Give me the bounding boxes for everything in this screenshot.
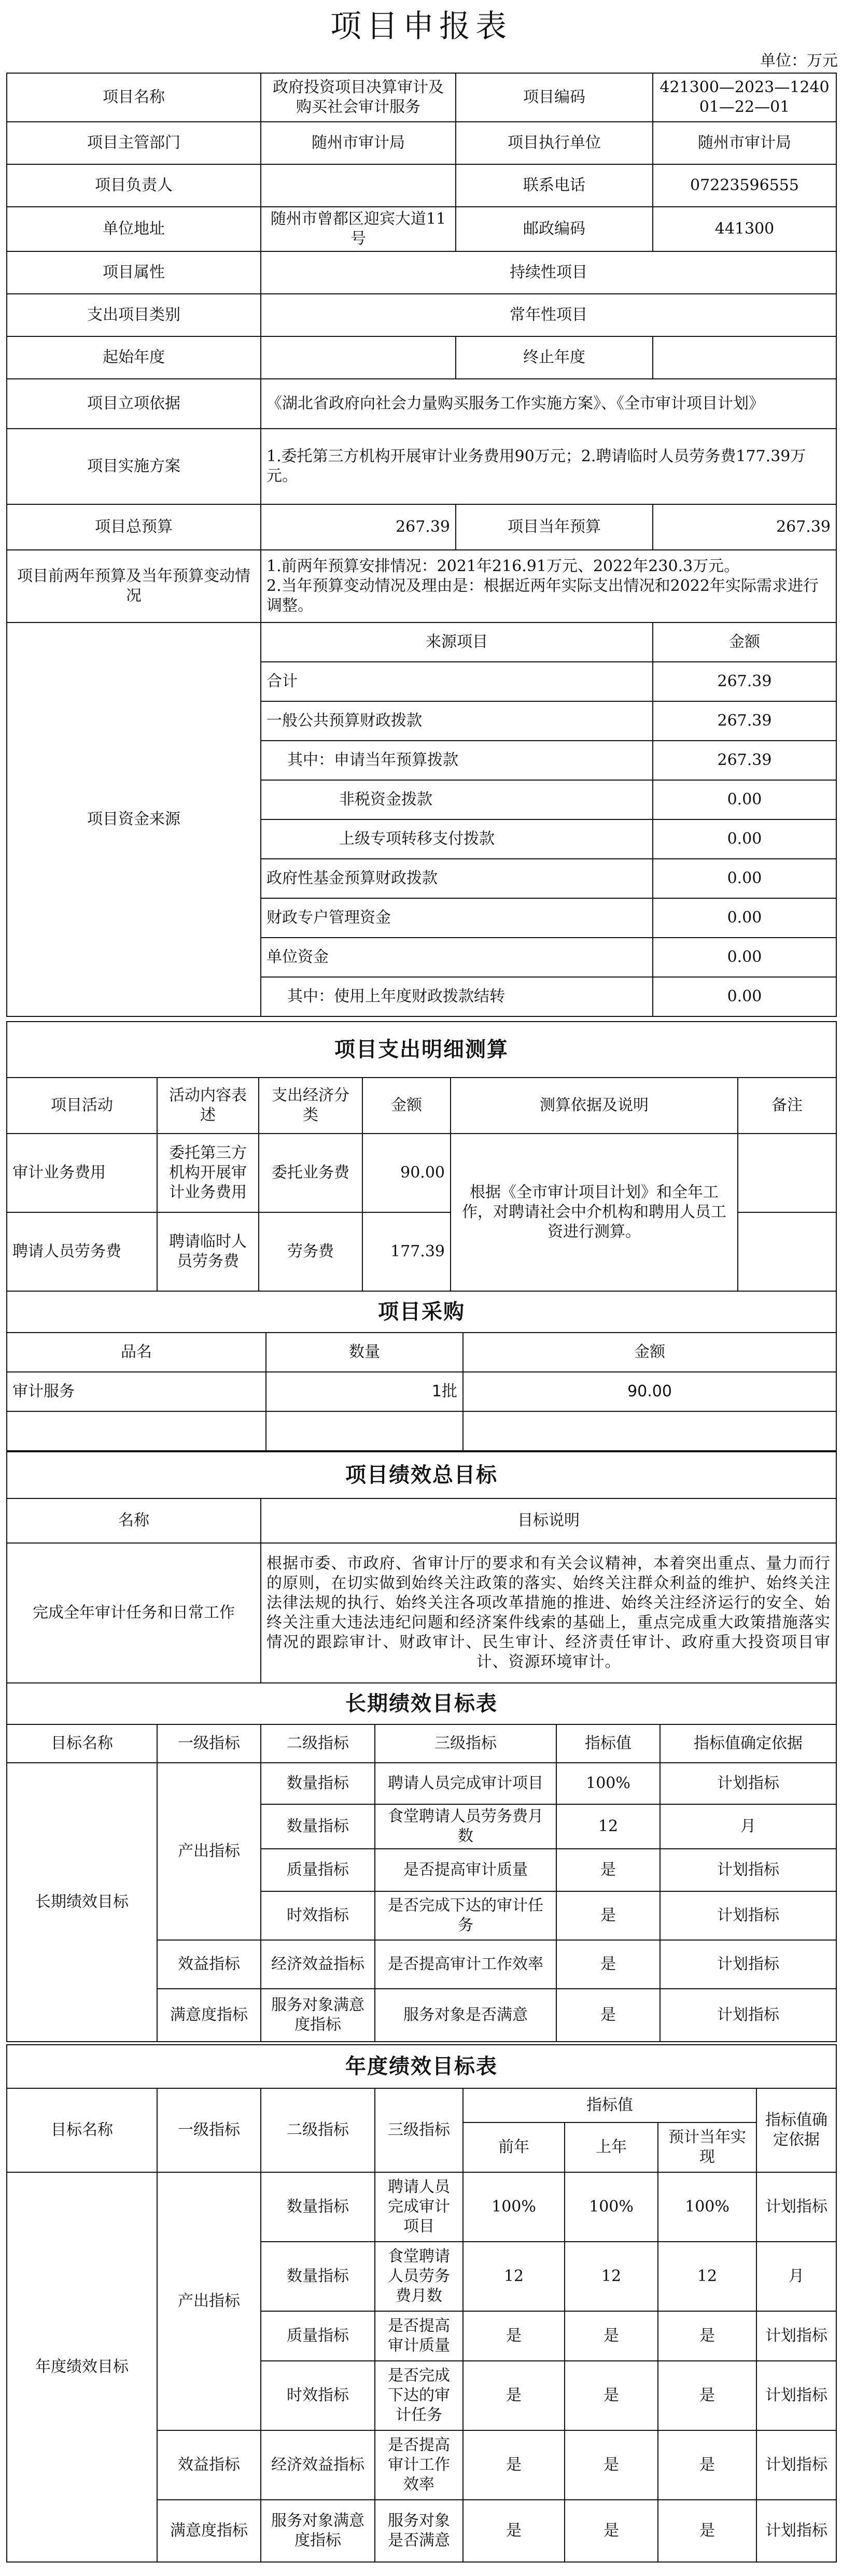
funding-amount: 0.00 bbox=[653, 938, 836, 977]
row-category bbox=[7, 294, 836, 336]
procurement-col-amount: 金额 bbox=[463, 1333, 836, 1372]
current-budget-label: 项目当年预算 bbox=[456, 504, 653, 550]
procurement-empty-cell bbox=[463, 1411, 836, 1451]
procurement-table bbox=[6, 1291, 837, 1451]
row-plan bbox=[7, 429, 836, 504]
project-code-label: 项目编码 bbox=[456, 73, 653, 122]
expense-basis: 根据《全市审计项目计划》和全年工作，对聘请社会中介机构和聘用人员工资进行测算。 bbox=[451, 1134, 738, 1291]
expense-table bbox=[6, 1021, 837, 1292]
phone-label: 联系电话 bbox=[456, 164, 653, 207]
long-term-table bbox=[6, 1682, 837, 2042]
attr-value: 持续性项目 bbox=[261, 251, 836, 294]
long-term-basis: 计划指标 bbox=[660, 1763, 836, 1804]
funding-source: 政府性基金预算财政拨款 bbox=[261, 859, 653, 898]
expense-class: 劳务费 bbox=[259, 1212, 362, 1291]
phone-value: 07223596555 bbox=[653, 164, 836, 207]
procurement-name: 审计服务 bbox=[7, 1372, 266, 1411]
annual-prev1: 12 bbox=[565, 2242, 658, 2311]
annual-col-basis: 指标值确定依据 bbox=[756, 2088, 836, 2172]
long-term-goal: 长期绩效目标 bbox=[7, 1763, 157, 2042]
funding-amount: 267.39 bbox=[653, 741, 836, 780]
long-term-l3: 食堂聘请人员劳务费月数 bbox=[375, 1804, 556, 1849]
long-term-col-l1: 一级指标 bbox=[157, 1724, 261, 1763]
perf-total-name: 完成全年审计任务和日常工作 bbox=[7, 1543, 261, 1683]
funding-label: 项目资金来源 bbox=[7, 622, 261, 1016]
zip-label: 邮政编码 bbox=[456, 207, 653, 251]
procurement-row bbox=[7, 1372, 836, 1411]
annual-basis: 计划指标 bbox=[756, 2172, 836, 2242]
category-value: 常年性项目 bbox=[261, 294, 836, 336]
annual-l1-output: 产出指标 bbox=[157, 2172, 261, 2430]
funding-amount: 0.00 bbox=[653, 898, 836, 938]
procurement-qty: 1批 bbox=[266, 1372, 463, 1411]
change-label: 项目前两年预算及当年预算变动情况 bbox=[7, 550, 261, 622]
start-label: 起始年度 bbox=[7, 336, 261, 379]
long-term-value: 100% bbox=[556, 1763, 660, 1804]
change-line-2: 2.当年预算变动情况及理由是：根据近两年实际支出情况和2022年实际需求进行调整。 bbox=[266, 577, 819, 615]
funding-amount: 267.39 bbox=[653, 662, 836, 701]
total-budget-value: 267.39 bbox=[261, 504, 456, 550]
annual-l3: 食堂聘请人员劳务费月数 bbox=[375, 2242, 463, 2311]
annual-col-value: 指标值 bbox=[463, 2088, 756, 2122]
annual-basis: 计划指标 bbox=[756, 2361, 836, 2430]
funding-source: 合计 bbox=[261, 662, 653, 701]
annual-current: 是 bbox=[658, 2311, 756, 2361]
expense-col-amount: 金额 bbox=[362, 1078, 451, 1134]
row-address bbox=[7, 207, 836, 251]
annual-l1-satisfaction: 满意度指标 bbox=[157, 2500, 261, 2562]
info-table bbox=[6, 73, 837, 1017]
funding-source: 财政专户管理资金 bbox=[261, 898, 653, 938]
long-term-basis: 计划指标 bbox=[660, 1989, 836, 2042]
perf-total-table bbox=[6, 1451, 837, 1683]
funding-amount: 0.00 bbox=[653, 859, 836, 898]
dept-value: 随州市审计局 bbox=[261, 122, 456, 164]
funding-amount: 0.00 bbox=[653, 977, 836, 1016]
exec-label: 项目执行单位 bbox=[456, 122, 653, 164]
annual-col-l3: 三级指标 bbox=[375, 2088, 463, 2172]
funding-source: 非税资金拨款 bbox=[261, 780, 653, 819]
funding-source: 一般公共预算财政拨款 bbox=[261, 701, 653, 741]
long-term-value: 是 bbox=[556, 1849, 660, 1891]
long-term-l2: 质量指标 bbox=[261, 1849, 375, 1891]
long-term-l1-benefit: 效益指标 bbox=[157, 1940, 261, 1989]
funding-source: 其中：使用上年度财政拨款结转 bbox=[261, 977, 653, 1016]
annual-current: 是 bbox=[658, 2361, 756, 2430]
row-budget bbox=[7, 504, 836, 550]
annual-l3: 是否提高审计质量 bbox=[375, 2311, 463, 2361]
end-value bbox=[653, 336, 836, 379]
row-years bbox=[7, 336, 836, 379]
annual-l2: 数量指标 bbox=[261, 2242, 375, 2311]
exec-value: 随州市审计局 bbox=[653, 122, 836, 164]
long-term-l3: 是否提高审计质量 bbox=[375, 1849, 556, 1891]
funding-source: 上级专项转移支付拨款 bbox=[261, 819, 653, 859]
row-project-name bbox=[7, 73, 836, 122]
expense-row bbox=[7, 1134, 836, 1212]
annual-l3: 服务对象是否满意 bbox=[375, 2500, 463, 2562]
expense-remark bbox=[738, 1212, 836, 1291]
expense-remark bbox=[738, 1134, 836, 1212]
long-term-title-row bbox=[7, 1683, 836, 1724]
long-term-l2: 数量指标 bbox=[261, 1804, 375, 1849]
funding-amount: 0.00 bbox=[653, 819, 836, 859]
procurement-empty-cell bbox=[266, 1411, 463, 1451]
annual-prev2: 是 bbox=[463, 2311, 565, 2361]
row-attribute bbox=[7, 251, 836, 294]
funding-source: 单位资金 bbox=[261, 938, 653, 977]
annual-header-row bbox=[7, 2088, 836, 2122]
plan-value: 1.委托第三方机构开展审计业务费用90万元；2.聘请临时人员劳务费177.39万元。 bbox=[261, 429, 836, 504]
row-basis bbox=[7, 379, 836, 429]
annual-basis: 计划指标 bbox=[756, 2430, 836, 2500]
funding-header-row bbox=[7, 622, 836, 662]
annual-l2: 经济效益指标 bbox=[261, 2430, 375, 2500]
annual-prev2: 是 bbox=[463, 2500, 565, 2562]
annual-basis: 计划指标 bbox=[756, 2500, 836, 2562]
annual-col-prev1: 上年 bbox=[565, 2122, 658, 2172]
end-label: 终止年度 bbox=[456, 336, 653, 379]
annual-col-l1: 一级指标 bbox=[157, 2088, 261, 2172]
expense-title-row bbox=[7, 1022, 836, 1078]
perf-total-col-name: 名称 bbox=[7, 1498, 261, 1543]
procurement-title: 项目采购 bbox=[7, 1291, 836, 1333]
attr-label: 项目属性 bbox=[7, 251, 261, 294]
annual-l2: 数量指标 bbox=[261, 2172, 375, 2242]
annual-prev1: 是 bbox=[565, 2430, 658, 2500]
expense-col-activity: 项目活动 bbox=[7, 1078, 157, 1134]
long-term-value: 是 bbox=[556, 1940, 660, 1989]
unit-note: 单位：万元 bbox=[760, 52, 838, 70]
procurement-col-qty: 数量 bbox=[266, 1333, 463, 1372]
total-budget-label: 项目总预算 bbox=[7, 504, 261, 550]
expense-content: 聘请临时人员劳务费 bbox=[157, 1212, 259, 1291]
change-line-1: 1.前两年预算安排情况：2021年216.91万元、2022年230.3万元。 bbox=[266, 557, 740, 575]
annual-current: 12 bbox=[658, 2242, 756, 2311]
expense-col-basis: 测算依据及说明 bbox=[451, 1078, 738, 1134]
annual-current: 是 bbox=[658, 2430, 756, 2500]
annual-l1-benefit: 效益指标 bbox=[157, 2430, 261, 2500]
annual-row bbox=[7, 2172, 836, 2242]
annual-prev1: 100% bbox=[565, 2172, 658, 2242]
funding-amount: 267.39 bbox=[653, 701, 836, 741]
basis-label: 项目立项依据 bbox=[7, 379, 261, 429]
annual-prev1: 是 bbox=[565, 2311, 658, 2361]
annual-l2: 质量指标 bbox=[261, 2311, 375, 2361]
annual-l2: 服务对象满意度指标 bbox=[261, 2500, 375, 2562]
expense-content: 委托第三方机构开展审计业务费用 bbox=[157, 1134, 259, 1212]
expense-amount: 90.00 bbox=[362, 1134, 451, 1212]
expense-activity: 审计业务费用 bbox=[7, 1134, 157, 1212]
expense-col-remark: 备注 bbox=[738, 1078, 836, 1134]
project-name-label: 项目名称 bbox=[7, 73, 261, 122]
annual-prev2: 是 bbox=[463, 2361, 565, 2430]
long-term-row bbox=[7, 1763, 836, 1804]
dept-label: 项目主管部门 bbox=[7, 122, 261, 164]
expense-amount: 177.39 bbox=[362, 1212, 451, 1291]
long-term-l3: 是否提高审计工作效率 bbox=[375, 1940, 556, 1989]
row-department bbox=[7, 122, 836, 164]
annual-current: 是 bbox=[658, 2500, 756, 2562]
plan-label: 项目实施方案 bbox=[7, 429, 261, 504]
procurement-title-row bbox=[7, 1291, 836, 1333]
funding-amount: 0.00 bbox=[653, 780, 836, 819]
page-title: 项目申报表 bbox=[330, 8, 512, 45]
annual-l2: 时效指标 bbox=[261, 2361, 375, 2430]
annual-col-l2: 二级指标 bbox=[261, 2088, 375, 2172]
annual-basis: 月 bbox=[756, 2242, 836, 2311]
expense-col-content: 活动内容表述 bbox=[157, 1078, 259, 1134]
annual-prev2: 是 bbox=[463, 2430, 565, 2500]
long-term-header-row bbox=[7, 1724, 836, 1763]
perf-total-col-desc: 目标说明 bbox=[261, 1498, 836, 1543]
perf-total-row bbox=[7, 1543, 836, 1683]
addr-value: 随州市曾都区迎宾大道11号 bbox=[261, 207, 456, 251]
procurement-amount: 90.00 bbox=[463, 1372, 836, 1411]
annual-prev1: 是 bbox=[565, 2361, 658, 2430]
start-value bbox=[261, 336, 456, 379]
long-term-basis: 月 bbox=[660, 1804, 836, 1849]
annual-col-current: 预计当年实现 bbox=[658, 2122, 756, 2172]
funding-col-amount: 金额 bbox=[653, 622, 836, 662]
long-term-basis: 计划指标 bbox=[660, 1940, 836, 1989]
annual-col-goal: 目标名称 bbox=[7, 2088, 157, 2172]
long-term-value: 是 bbox=[556, 1989, 660, 2042]
annual-goal: 年度绩效目标 bbox=[7, 2172, 157, 2562]
long-term-col-value: 指标值 bbox=[556, 1724, 660, 1763]
annual-title-row bbox=[7, 2045, 836, 2088]
leader-value bbox=[261, 164, 456, 207]
long-term-l2: 数量指标 bbox=[261, 1763, 375, 1804]
annual-l3: 是否提高审计工作效率 bbox=[375, 2430, 463, 2500]
perf-total-header-row bbox=[7, 1498, 836, 1543]
project-code-value: 421300—2023—124001—22—01 bbox=[653, 73, 836, 122]
long-term-value: 是 bbox=[556, 1891, 660, 1940]
perf-total-desc: 根据市委、市政府、省审计厅的要求和有关会议精神，本着突出重点、量力而行的原则，在切实做到始终关注政策的落实、始终关注群众利益的维护、始终关注法律法规的执行、始终关注各项改革措施的推进、始终关注经济运行的安全、始终关注重大违法违纪问题和经济案件线索的基础上，重点完成重大政策措施落实情况的跟踪审计、财政审计、民生审计、经济责任审计、政府重大投资项目审计、资源环境审计。 bbox=[261, 1543, 836, 1683]
row-leader bbox=[7, 164, 836, 207]
basis-value: 《湖北省政府向社会力量购买服务工作实施方案》、《全市审计项目计划》 bbox=[261, 379, 836, 429]
expense-col-class: 支出经济分类 bbox=[259, 1078, 362, 1134]
category-label: 支出项目类别 bbox=[7, 294, 261, 336]
long-term-basis: 计划指标 bbox=[660, 1891, 836, 1940]
long-term-value: 12 bbox=[556, 1804, 660, 1849]
perf-total-title: 项目绩效总目标 bbox=[7, 1452, 836, 1498]
procurement-empty-cell bbox=[7, 1411, 266, 1451]
long-term-l2: 经济效益指标 bbox=[261, 1940, 375, 1989]
long-term-l1-output: 产出指标 bbox=[157, 1763, 261, 1940]
leader-label: 项目负责人 bbox=[7, 164, 261, 207]
long-term-l3: 聘请人员完成审计项目 bbox=[375, 1763, 556, 1804]
long-term-col-l2: 二级指标 bbox=[261, 1724, 375, 1763]
funding-col-source: 来源项目 bbox=[261, 622, 653, 662]
procurement-header-row bbox=[7, 1333, 836, 1372]
annual-prev1: 是 bbox=[565, 2500, 658, 2562]
zip-value: 441300 bbox=[653, 207, 836, 251]
long-term-l2: 时效指标 bbox=[261, 1891, 375, 1940]
annual-basis: 计划指标 bbox=[756, 2311, 836, 2361]
long-term-l1-satisfaction: 满意度指标 bbox=[157, 1989, 261, 2042]
expense-activity: 聘请人员劳务费 bbox=[7, 1212, 157, 1291]
annual-current: 100% bbox=[658, 2172, 756, 2242]
long-term-col-basis: 指标值确定依据 bbox=[660, 1724, 836, 1763]
addr-label: 单位地址 bbox=[7, 207, 261, 251]
long-term-l3: 服务对象是否满意 bbox=[375, 1989, 556, 2042]
annual-col-prev2: 前年 bbox=[463, 2122, 565, 2172]
long-term-col-goal: 目标名称 bbox=[7, 1724, 157, 1763]
project-name-value: 政府投资项目决算审计及购买社会审计服务 bbox=[261, 73, 456, 122]
long-term-title: 长期绩效目标表 bbox=[7, 1683, 836, 1724]
annual-title: 年度绩效目标表 bbox=[7, 2045, 836, 2088]
annual-prev2: 100% bbox=[463, 2172, 565, 2242]
annual-prev2: 12 bbox=[463, 2242, 565, 2311]
procurement-empty-row bbox=[7, 1411, 836, 1451]
expense-header-row bbox=[7, 1078, 836, 1134]
funding-source: 其中：申请当年预算拨款 bbox=[261, 741, 653, 780]
annual-l3: 聘请人员完成审计项目 bbox=[375, 2172, 463, 2242]
current-budget-value: 267.39 bbox=[653, 504, 836, 550]
procurement-col-name: 品名 bbox=[7, 1333, 266, 1372]
row-budget-change bbox=[7, 550, 836, 622]
change-value bbox=[261, 550, 836, 622]
perf-total-title-row bbox=[7, 1452, 836, 1498]
expense-title: 项目支出明细测算 bbox=[7, 1022, 836, 1078]
annual-l3: 是否完成下达的审计任务 bbox=[375, 2361, 463, 2430]
long-term-l3: 是否完成下达的审计任务 bbox=[375, 1891, 556, 1940]
long-term-basis: 计划指标 bbox=[660, 1849, 836, 1891]
annual-table bbox=[6, 2044, 837, 2563]
expense-class: 委托业务费 bbox=[259, 1134, 362, 1212]
long-term-l2: 服务对象满意度指标 bbox=[261, 1989, 375, 2042]
long-term-col-l3: 三级指标 bbox=[375, 1724, 556, 1763]
